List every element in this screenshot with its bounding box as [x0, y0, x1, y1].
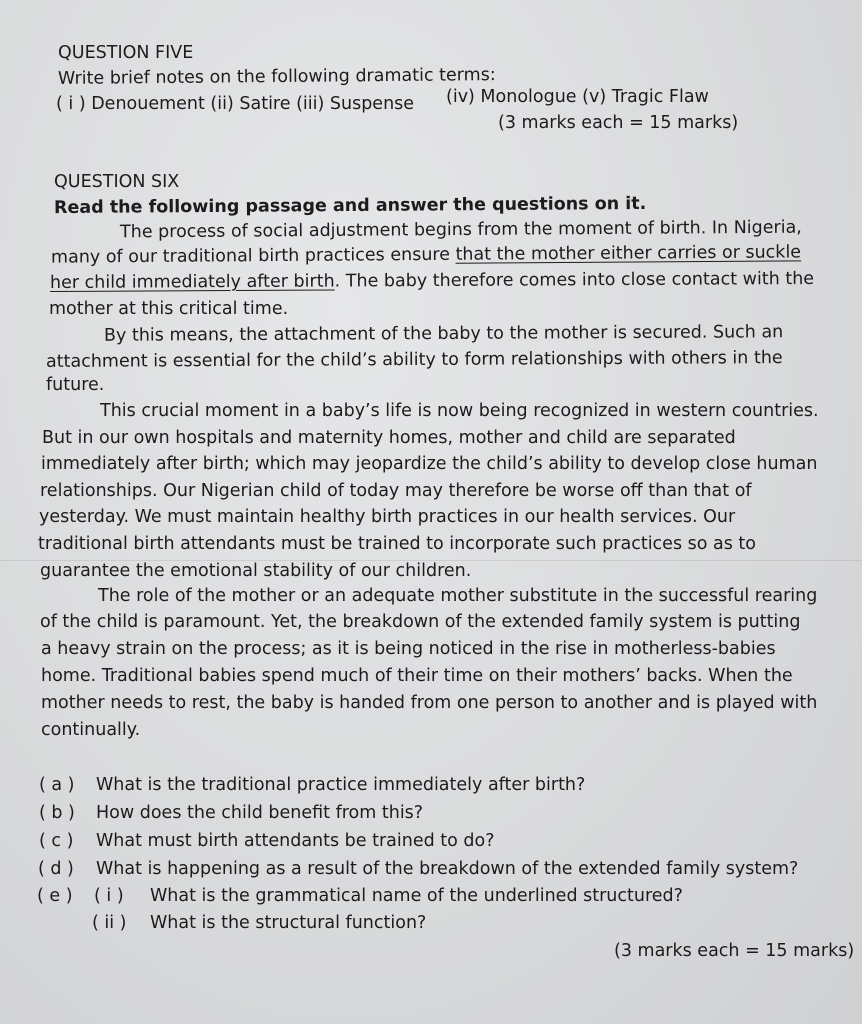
passage-line: continually.	[41, 720, 141, 740]
passage-line: attachment is essential for the child’s ability to form relationships with others in the	[45, 348, 783, 372]
passage-line: mother at this critical time.	[49, 299, 289, 319]
passage-line: her child immediately after birth. The baby therefore comes into close contact with the	[49, 268, 815, 294]
question-label: ( d )	[38, 859, 74, 879]
passage-line: This crucial moment in a baby’s life is now being recognized in western countries.	[100, 401, 819, 421]
question-text: What is the traditional practice immediately after birth?	[96, 775, 586, 795]
question-six-marks: (3 marks each = 15 marks)	[614, 941, 855, 961]
passage-line: many of our traditional birth practices ensure that the mother either carries or suckle	[50, 242, 802, 268]
passage-line: future.	[46, 375, 105, 395]
passage-line: immediately after birth; which may jeopardize the child’s ability to develop close human	[41, 454, 818, 474]
passage-line: yesterday. We must maintain healthy birth practices in our health services. Our	[39, 507, 736, 527]
passage-line: relationships. Our Nigerian child of today may therefore be worse off than that of	[40, 481, 752, 501]
passage-line: By this means, the attachment of the baby to the mother is secured. Such an	[103, 322, 784, 346]
underlined-structure: that the mother either carries or suckle	[455, 242, 802, 265]
underlined-structure-cont: her child immediately after birth	[49, 271, 335, 294]
question-sub-label: ( ii )	[92, 913, 127, 933]
question-label: ( a )	[39, 775, 75, 795]
question-text: What is the grammatical name of the underlined structured?	[150, 886, 683, 906]
question-text: How does the child benefit from this?	[96, 803, 424, 823]
question-label: ( e )	[37, 886, 73, 906]
passage-line: traditional birth attendants must be trained to incorporate such practices so as to	[38, 534, 756, 554]
passage-line: guarantee the emotional stability of our children.	[40, 561, 472, 581]
question-text: What must birth attendants be trained to do?	[96, 831, 495, 851]
question-five-heading: QUESTION FIVE	[58, 43, 194, 63]
question-five-marks: (3 marks each = 15 marks)	[498, 113, 739, 133]
question-five-terms: ( i ) Denouement (ii) Satire (iii) Suspense	[56, 94, 415, 114]
question-six-instruction: Read the following passage and answer the questions on it.	[53, 193, 647, 219]
question-label: ( c )	[39, 831, 74, 851]
question-label: ( b )	[39, 803, 75, 823]
passage-line: a heavy strain on the process; as it is being noticed in the rise in motherless-babies	[41, 639, 776, 659]
question-text: What is happening as a result of the breakdown of the extended family system?	[96, 859, 799, 879]
passage-line: The role of the mother or an adequate mother substitute in the successful rearing	[98, 586, 818, 606]
passage-line: mother needs to rest, the baby is handed from one person to another and is played with	[41, 693, 818, 713]
question-text: What is the structural function?	[150, 913, 427, 933]
passage-line: The process of social adjustment begins from the moment of birth. In Nigeria,	[119, 217, 802, 243]
question-sub-label: ( i )	[94, 886, 124, 906]
question-five-terms-cont: (iv) Monologue (v) Tragic Flaw	[446, 87, 709, 107]
passage-line: home. Traditional babies spend much of their time on their mothers’ backs. When the	[41, 666, 793, 686]
passage-line: But in our own hospitals and maternity homes, mother and child are separated	[42, 428, 736, 448]
question-six-heading: QUESTION SIX	[54, 172, 180, 192]
question-five-instruction: Write brief notes on the following dramatic terms:	[57, 65, 496, 89]
passage-line: of the child is paramount. Yet, the breakdown of the extended family system is putting	[40, 612, 801, 632]
